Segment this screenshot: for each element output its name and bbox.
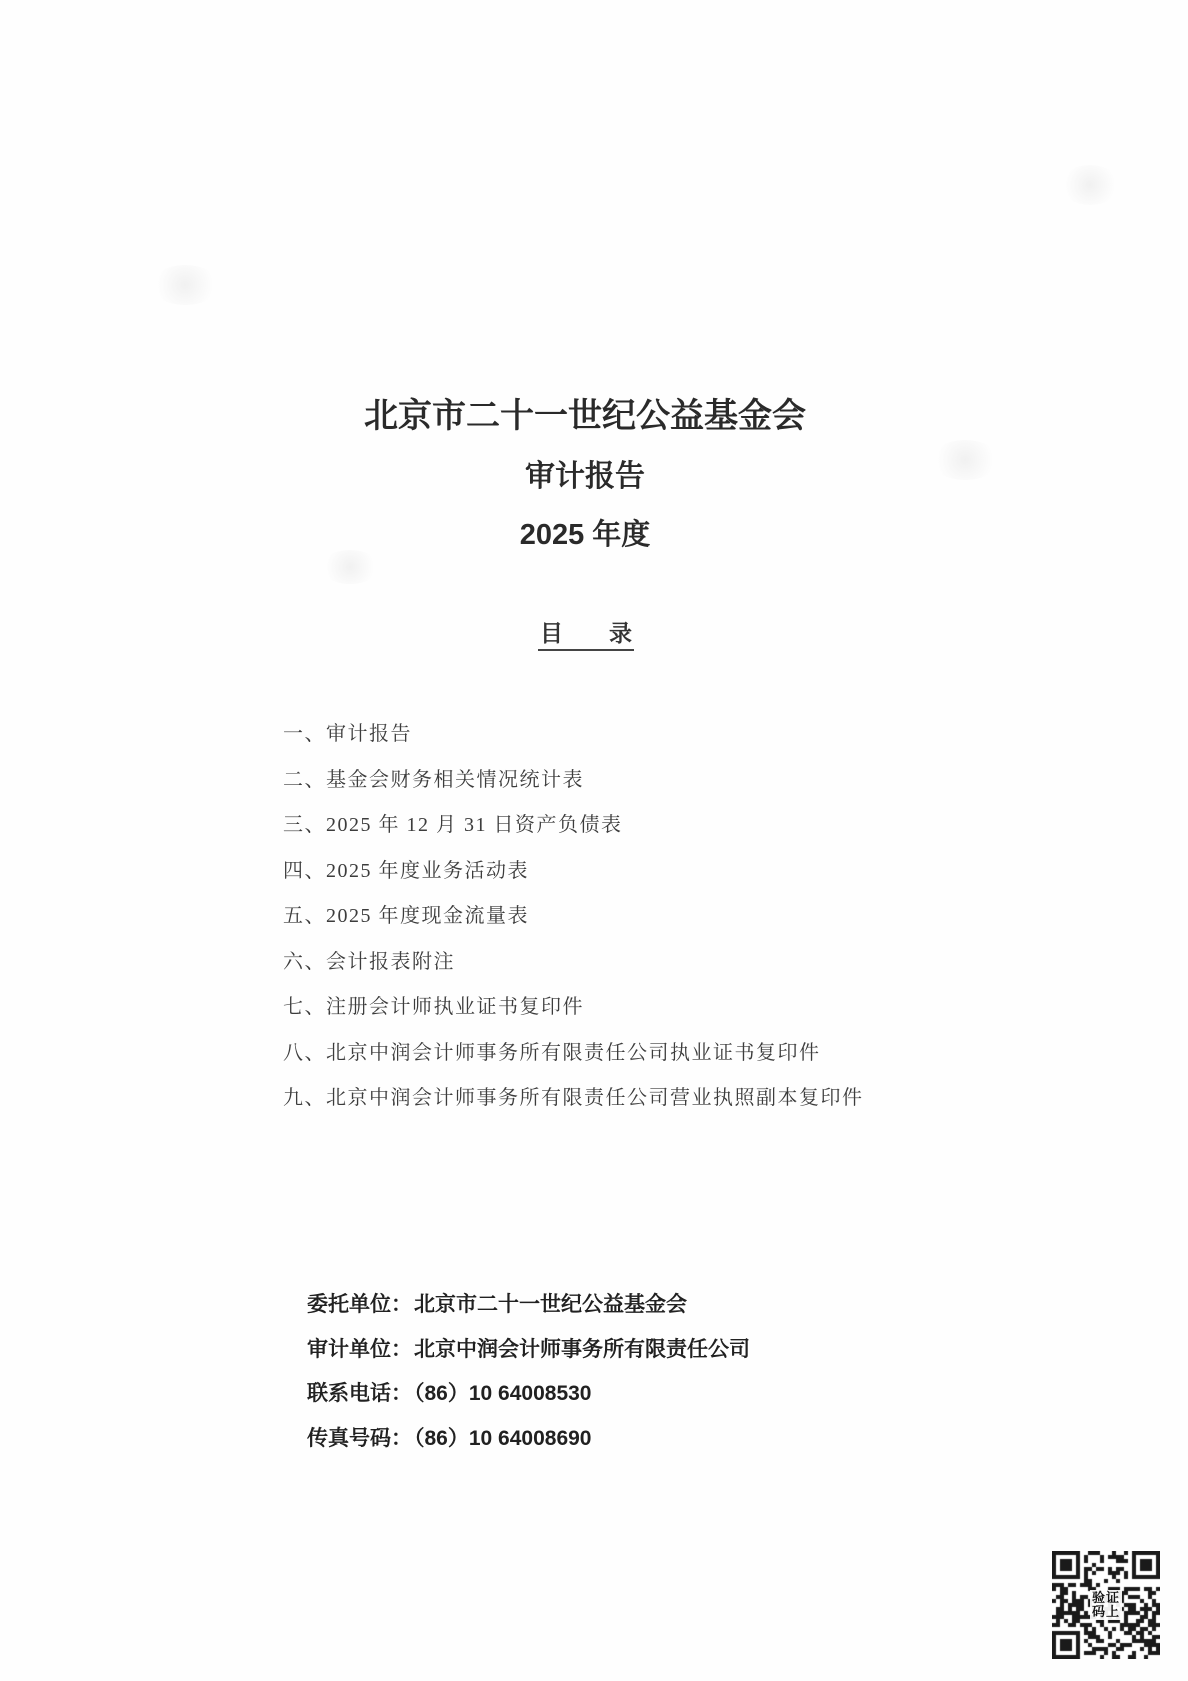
toc-item: 三、2025 年 12 月 31 日资产负债表 — [283, 814, 623, 836]
toc-item: 五、2025 年度现金流量表 — [283, 905, 529, 927]
toc-heading: 目 录 — [538, 622, 634, 651]
contact-value: （86）10 64008690 — [414, 1426, 592, 1450]
document-period: 2025 年度 — [519, 519, 651, 551]
toc-heading-wrap — [0, 622, 1172, 651]
toc-item: 九、北京中润会计师事务所有限责任公司营业执照副本复印件 — [283, 1087, 864, 1109]
document-subtitle: 审计报告 — [525, 460, 645, 493]
scan-smudge — [320, 550, 380, 584]
contact-value: 北京中润会计师事务所有限责任公司 — [414, 1337, 750, 1361]
qr-overlay-label — [1090, 1590, 1122, 1620]
contact-value: 北京市二十一世纪公益基金会 — [414, 1293, 687, 1316]
contact-value: （86）10 64008530 — [414, 1382, 592, 1405]
contact-label: 传真号码： — [307, 1426, 412, 1450]
title-block — [0, 398, 1170, 551]
qr-overlay-line2: 码上 — [1091, 1604, 1121, 1619]
scan-smudge — [150, 265, 220, 305]
toc-item: 二、基金会财务相关情况统计表 — [283, 768, 584, 791]
qr-overlay-line1: 验证 — [1091, 1590, 1121, 1605]
scan-smudge — [1060, 165, 1120, 205]
contact-label: 审计单位： — [307, 1337, 412, 1361]
toc-item: 八、北京中润会计师事务所有限责任公司执业证书复印件 — [283, 1041, 821, 1064]
verification-qr-code — [1051, 1550, 1161, 1660]
contact-block — [307, 1293, 750, 1471]
toc-list — [283, 724, 864, 1134]
toc-item: 七、注册会计师执业证书复印件 — [283, 996, 584, 1018]
contact-label: 联系电话： — [307, 1382, 412, 1405]
toc-item: 六、会计报表附注 — [283, 950, 455, 973]
contact-row-auditor — [307, 1338, 750, 1361]
contact-row-phone — [307, 1382, 750, 1405]
toc-item: 四、2025 年度业务活动表 — [283, 859, 529, 882]
contact-row-fax — [307, 1427, 750, 1450]
contact-label: 委托单位： — [307, 1293, 412, 1316]
toc-item: 一、审计报告 — [283, 723, 412, 745]
document-title: 北京市二十一世纪公益基金会 — [364, 397, 806, 435]
contact-row-client — [307, 1293, 750, 1316]
